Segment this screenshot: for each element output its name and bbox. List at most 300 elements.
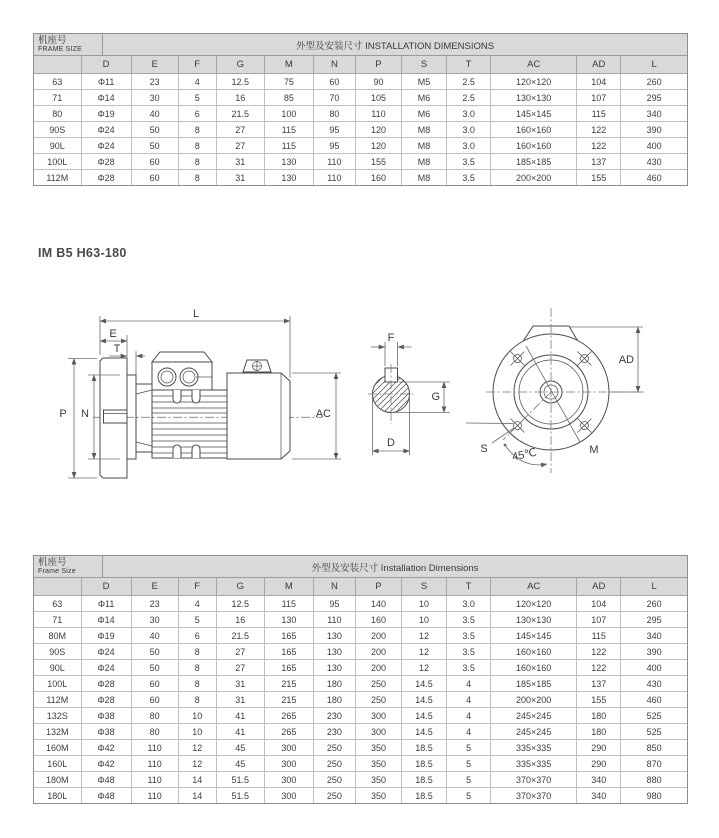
dimension-cell: 60 (131, 692, 178, 708)
frame-size-cell: 132S (34, 708, 81, 724)
dimension-cell: 260 (621, 74, 687, 90)
frame-size-cn: 机座号 (38, 35, 67, 46)
dimension-cell: 110 (313, 612, 355, 628)
frame-size-cell: 90L (34, 660, 81, 676)
table-row (34, 628, 687, 644)
dimension-cell: Φ38 (81, 724, 131, 740)
dimension-cell: 180 (313, 692, 355, 708)
column-header: L (621, 56, 687, 74)
table-row (34, 138, 687, 154)
dimension-cell: 12 (178, 740, 216, 756)
dimension-cell: 160×160 (491, 644, 577, 660)
dimension-cell: 250 (313, 788, 355, 804)
column-header: AC (491, 56, 577, 74)
table-row (34, 106, 687, 122)
dimension-cell: 980 (621, 788, 687, 804)
table2-grid (34, 578, 687, 803)
dimension-cell: 40 (131, 628, 178, 644)
shaft (104, 410, 128, 423)
dimension-cell: 145×145 (491, 628, 577, 644)
dimension-cell: 350 (355, 740, 401, 756)
dimension-cell: 130 (313, 644, 355, 660)
dimension-cell: 160 (355, 170, 401, 186)
dimension-cell: 27 (216, 660, 264, 676)
dimension-cell: 95 (313, 138, 355, 154)
frame-size-cell: 132M (34, 724, 81, 740)
dimension-cell: 12 (178, 756, 216, 772)
dimension-cell: 3.5 (447, 644, 491, 660)
dimension-cell: 75 (264, 74, 313, 90)
table-row (34, 676, 687, 692)
frame-size-cell: 100L (34, 154, 81, 170)
dimension-cell: 12 (401, 660, 446, 676)
dimension-cell: 41 (216, 708, 264, 724)
dimension-cell: M6 (401, 90, 446, 106)
dim-label-G: G (431, 391, 440, 403)
dimension-cell: M8 (401, 170, 446, 186)
column-header: AC (491, 578, 577, 596)
dimension-cell: 120×120 (491, 596, 577, 612)
dimension-cell: 245×245 (491, 724, 577, 740)
tie-rod-channels (173, 390, 200, 458)
dimension-cell: 160×160 (491, 660, 577, 676)
dimension-cell: 137 (577, 154, 621, 170)
dimension-cell: 295 (621, 612, 687, 628)
dimension-cell: 260 (621, 596, 687, 612)
dimension-cell: 104 (577, 74, 621, 90)
frame-size-cell: 80M (34, 628, 81, 644)
dimension-cell: 12 (401, 644, 446, 660)
dimension-cell: 110 (131, 788, 178, 804)
dimension-cell: 12.5 (216, 74, 264, 90)
dimension-cell: 95 (313, 596, 355, 612)
dimension-cell: 400 (621, 660, 687, 676)
dimension-cell: 8 (178, 138, 216, 154)
dimension-cell: 300 (264, 756, 313, 772)
dimension-cell: 70 (313, 90, 355, 106)
frame-size-header (34, 556, 103, 577)
dimension-cell: 100 (264, 106, 313, 122)
dimension-cell: 14.5 (401, 708, 446, 724)
dimension-cell: Φ38 (81, 708, 131, 724)
frame-size-cell: 180M (34, 772, 81, 788)
column-header-frame (34, 56, 81, 74)
dimension-cell: 10 (401, 612, 446, 628)
dimension-cell: 4 (178, 596, 216, 612)
dimension-cell: 18.5 (401, 740, 446, 756)
dimension-cell: 45 (216, 756, 264, 772)
dimension-cell: 250 (355, 692, 401, 708)
dimension-cell: 3.5 (447, 612, 491, 628)
table-row (34, 788, 687, 804)
dimension-cell: 160 (355, 612, 401, 628)
dimension-cell: 105 (355, 90, 401, 106)
terminal-box-roof (152, 352, 212, 362)
frame-size-cell: 90L (34, 138, 81, 154)
installation-dimensions-header: 外型及安装尺寸 INSTALLATION DIMENSIONS (295, 40, 495, 52)
dimension-cell: 21.5 (216, 106, 264, 122)
dimension-cell: 122 (577, 122, 621, 138)
dimension-cell: Φ42 (81, 740, 131, 756)
dimension-cell: 230 (313, 724, 355, 740)
dimension-cell: 104 (577, 596, 621, 612)
dimension-cell: 30 (131, 612, 178, 628)
dim-label-L: L (192, 308, 200, 320)
dimension-cell: 3.0 (447, 106, 491, 122)
dimension-cell: 130×130 (491, 612, 577, 628)
dimension-cell: Φ42 (81, 756, 131, 772)
flange-front-view (466, 308, 646, 473)
dim-label-D: D (387, 437, 395, 449)
dimension-cell: 115 (577, 106, 621, 122)
column-header: T (447, 56, 491, 74)
column-header: G (216, 578, 264, 596)
dimension-cell: 525 (621, 724, 687, 740)
dimension-cell: Φ24 (81, 660, 131, 676)
dimension-cell: 390 (621, 122, 687, 138)
dimension-cell: 41 (216, 724, 264, 740)
dimension-cell: Φ14 (81, 90, 131, 106)
dim-label-angle: 45℃ (511, 446, 538, 464)
dimension-cell: 2.5 (447, 74, 491, 90)
dimension-cell: 122 (577, 138, 621, 154)
dimension-cell: 8 (178, 660, 216, 676)
dimension-cell: 4 (447, 676, 491, 692)
dimension-cell: Φ24 (81, 644, 131, 660)
s-leader (492, 428, 514, 443)
frame-size-cell: 160M (34, 740, 81, 756)
dimension-cell: 460 (621, 692, 687, 708)
dimension-cell: 130 (264, 612, 313, 628)
dimension-cell: 16 (216, 90, 264, 106)
dimension-cell: 31 (216, 676, 264, 692)
column-header: D (81, 578, 131, 596)
dimension-cell: Φ48 (81, 788, 131, 804)
dimension-cell: 120 (355, 138, 401, 154)
dim-label-T: T (113, 343, 121, 355)
cooling-fins (152, 396, 227, 453)
dimension-cell: 165 (264, 660, 313, 676)
dimension-cell: 115 (264, 596, 313, 612)
dimension-cell: 31 (216, 170, 264, 186)
dimension-cell: 525 (621, 708, 687, 724)
dimension-cell: 6 (178, 628, 216, 644)
dimension-cell: 16 (216, 612, 264, 628)
motor-side-view (59, 308, 341, 478)
table-row (34, 724, 687, 740)
table-row (34, 74, 687, 90)
dimension-cell: 50 (131, 644, 178, 660)
dimension-cell: 155 (577, 692, 621, 708)
dimension-cell: 370×370 (491, 788, 577, 804)
dimension-cell: 12.5 (216, 596, 264, 612)
dimension-cell: 265 (264, 708, 313, 724)
dimension-cell: 350 (355, 788, 401, 804)
dimension-cell: 430 (621, 154, 687, 170)
dimension-cell: 870 (621, 756, 687, 772)
dimension-cell: 5 (178, 90, 216, 106)
column-header-frame (34, 578, 81, 596)
column-header: D (81, 56, 131, 74)
table1-grid (34, 56, 687, 185)
dimension-cell: 130 (264, 154, 313, 170)
dimension-cell: Φ11 (81, 596, 131, 612)
dim-label-AD: AD (618, 354, 634, 366)
dimension-cell: 430 (621, 676, 687, 692)
dimension-cell: 8 (178, 692, 216, 708)
dimension-cell: 850 (621, 740, 687, 756)
dimension-cell: 400 (621, 138, 687, 154)
dimension-cell: 3.5 (447, 170, 491, 186)
table-row (34, 90, 687, 106)
dimension-cell: 300 (264, 788, 313, 804)
column-header: E (131, 578, 178, 596)
motor-dimension-drawing (55, 295, 655, 490)
dimension-cell: 250 (355, 676, 401, 692)
column-header: F (178, 56, 216, 74)
dimension-cell: 390 (621, 644, 687, 660)
section-heading: IM B5 H63-180 (38, 246, 127, 260)
frame-size-cell: 180L (34, 788, 81, 804)
dimension-cell: 3.0 (447, 122, 491, 138)
dimension-cell: 18.5 (401, 788, 446, 804)
dimension-cell: 200×200 (491, 692, 577, 708)
dimension-cell: 14 (178, 788, 216, 804)
dimension-cell: 5 (447, 772, 491, 788)
dimension-cell: 2.5 (447, 90, 491, 106)
dimension-cell: 185×185 (491, 676, 577, 692)
dimension-cell: 4 (178, 74, 216, 90)
dimension-cell: 27 (216, 644, 264, 660)
frame-size-cell: 71 (34, 612, 81, 628)
frame-size-cell: 112M (34, 170, 81, 186)
dimension-cell: 50 (131, 122, 178, 138)
column-header: P (355, 56, 401, 74)
dimension-cell: 90 (355, 74, 401, 90)
dimension-cell: 160×160 (491, 138, 577, 154)
table-row (34, 170, 687, 186)
dimension-cell: 200 (355, 628, 401, 644)
dimension-cell: 290 (577, 740, 621, 756)
dimension-cell: 12 (401, 628, 446, 644)
table1-body (34, 74, 687, 186)
table-row (34, 644, 687, 660)
dimension-cell: 160×160 (491, 122, 577, 138)
dimension-cell: 110 (131, 772, 178, 788)
b14-dimension-table (33, 33, 688, 186)
frame-size-cell: 63 (34, 596, 81, 612)
dimension-cell: Φ28 (81, 692, 131, 708)
frame-size-en: Frame Size (38, 568, 76, 575)
dimension-cell: 120 (355, 122, 401, 138)
dimension-cell: 51.5 (216, 772, 264, 788)
table2-column-header-row (34, 578, 687, 596)
dimension-cell: Φ28 (81, 170, 131, 186)
column-header: N (313, 56, 355, 74)
table1-header-bar (34, 34, 687, 56)
dimension-cell: 290 (577, 756, 621, 772)
column-header: M (264, 578, 313, 596)
dimension-cell: 340 (621, 106, 687, 122)
dimension-cell: 31 (216, 692, 264, 708)
dimension-cell: 140 (355, 596, 401, 612)
dimension-cell: 8 (178, 676, 216, 692)
column-header: M (264, 56, 313, 74)
column-header: AD (577, 578, 621, 596)
dimension-cell: 185×185 (491, 154, 577, 170)
dimension-cell: 4 (447, 708, 491, 724)
dimension-cell: 3.5 (447, 154, 491, 170)
dimension-cell: 137 (577, 676, 621, 692)
dimension-cell: Φ11 (81, 74, 131, 90)
dimension-cell: Φ48 (81, 772, 131, 788)
dimension-cell: 107 (577, 612, 621, 628)
dimension-cell: 110 (355, 106, 401, 122)
frame-size-header (34, 34, 103, 55)
table-row (34, 756, 687, 772)
dimension-cell: 335×335 (491, 740, 577, 756)
dim-label-S: S (480, 443, 488, 455)
frame-size-cell: 100L (34, 676, 81, 692)
dimension-cell: 8 (178, 644, 216, 660)
dimension-cell: 460 (621, 170, 687, 186)
dimension-cell: 145×145 (491, 106, 577, 122)
column-header: T (447, 578, 491, 596)
dimension-cell: M8 (401, 138, 446, 154)
dimension-cell: 110 (313, 154, 355, 170)
dimension-cell: 215 (264, 692, 313, 708)
dimension-cell: 340 (577, 772, 621, 788)
dimension-cell: M6 (401, 106, 446, 122)
dimension-cell: Φ19 (81, 628, 131, 644)
dimension-cell: 110 (131, 740, 178, 756)
dim-label-P: P (59, 408, 67, 420)
dimension-cell: Φ14 (81, 612, 131, 628)
column-header: S (401, 56, 446, 74)
dimension-cell: 10 (401, 596, 446, 612)
dimension-cell: Φ24 (81, 122, 131, 138)
column-header: AD (577, 56, 621, 74)
dimension-cell: 120×120 (491, 74, 577, 90)
frame-size-en: FRAME SIZE (38, 46, 83, 53)
dimension-cell: 14.5 (401, 724, 446, 740)
dimension-cell: 3.0 (447, 138, 491, 154)
table-row (34, 708, 687, 724)
table2-header-bar (34, 556, 687, 578)
column-header: E (131, 56, 178, 74)
dimension-cell: 200×200 (491, 170, 577, 186)
dimension-cell: 8 (178, 154, 216, 170)
column-header: F (178, 578, 216, 596)
dimension-cell: 350 (355, 772, 401, 788)
dimension-cell: 265 (264, 724, 313, 740)
dimension-cell: 5 (447, 788, 491, 804)
dimension-cell: 115 (264, 138, 313, 154)
dimension-cell: 250 (313, 740, 355, 756)
table-row (34, 612, 687, 628)
dimension-cell: 180 (577, 724, 621, 740)
dimension-cell: Φ28 (81, 154, 131, 170)
s-leader-horizontal (466, 423, 513, 424)
dimension-cell: M5 (401, 74, 446, 90)
dimension-cell: 180 (577, 708, 621, 724)
dimension-cell: 165 (264, 644, 313, 660)
dimension-cell: 27 (216, 122, 264, 138)
dimension-cell: 122 (577, 660, 621, 676)
dimension-cell: Φ19 (81, 106, 131, 122)
frame-size-cell: 71 (34, 90, 81, 106)
dimension-cell: 300 (264, 740, 313, 756)
dimension-cell: 5 (447, 740, 491, 756)
dimension-cell: 4 (447, 724, 491, 740)
dimension-cell: 80 (131, 724, 178, 740)
table-row (34, 692, 687, 708)
dim-label-AC: AC (315, 408, 331, 420)
table2-body (34, 596, 687, 804)
table-row (34, 660, 687, 676)
dimension-cell: 165 (264, 628, 313, 644)
dimension-cell: 230 (313, 708, 355, 724)
dimension-cell: 80 (131, 708, 178, 724)
dimension-cell: 4 (447, 692, 491, 708)
dimension-cell: 215 (264, 676, 313, 692)
frame-size-cn: 机座号 (38, 557, 67, 568)
frame-size-cell: 80 (34, 106, 81, 122)
frame-size-cell: 112M (34, 692, 81, 708)
table-row (34, 772, 687, 788)
frame-size-cell: 160L (34, 756, 81, 772)
dimension-cell: 10 (178, 724, 216, 740)
dimension-cell: 300 (264, 772, 313, 788)
dimension-cell: Φ24 (81, 138, 131, 154)
dim-label-M: M (589, 444, 599, 456)
dimension-cell: 10 (178, 708, 216, 724)
dimension-cell: 80 (313, 106, 355, 122)
dimension-cell: 18.5 (401, 772, 446, 788)
table-row (34, 740, 687, 756)
dimension-cell: 50 (131, 660, 178, 676)
dimension-cell: 107 (577, 90, 621, 106)
dimension-cell: 340 (621, 628, 687, 644)
dimension-cell: 122 (577, 644, 621, 660)
dimension-cell: 370×370 (491, 772, 577, 788)
dimension-cell: 50 (131, 138, 178, 154)
dimension-cell: M8 (401, 122, 446, 138)
dimension-cell: 5 (178, 612, 216, 628)
dimension-cell: M8 (401, 154, 446, 170)
b5-dimension-table (33, 555, 688, 804)
dimension-cell: 335×335 (491, 756, 577, 772)
frame-size-cell: 63 (34, 74, 81, 90)
frame-size-cell: 90S (34, 122, 81, 138)
dimension-cell: 14.5 (401, 692, 446, 708)
column-header: G (216, 56, 264, 74)
column-header: P (355, 578, 401, 596)
dimension-cell: 295 (621, 90, 687, 106)
dimension-cell: 30 (131, 90, 178, 106)
dimension-cell: 880 (621, 772, 687, 788)
dim-label-E: E (109, 328, 117, 340)
dimension-cell: 23 (131, 596, 178, 612)
dimension-cell: 250 (313, 772, 355, 788)
dimension-cell: 350 (355, 756, 401, 772)
dimension-cell: 60 (313, 74, 355, 90)
dimension-cell: 130 (313, 660, 355, 676)
frame-size-cell: 90S (34, 644, 81, 660)
dimension-cell: 21.5 (216, 628, 264, 644)
dimension-cell: 51.5 (216, 788, 264, 804)
dimension-cell: 60 (131, 676, 178, 692)
